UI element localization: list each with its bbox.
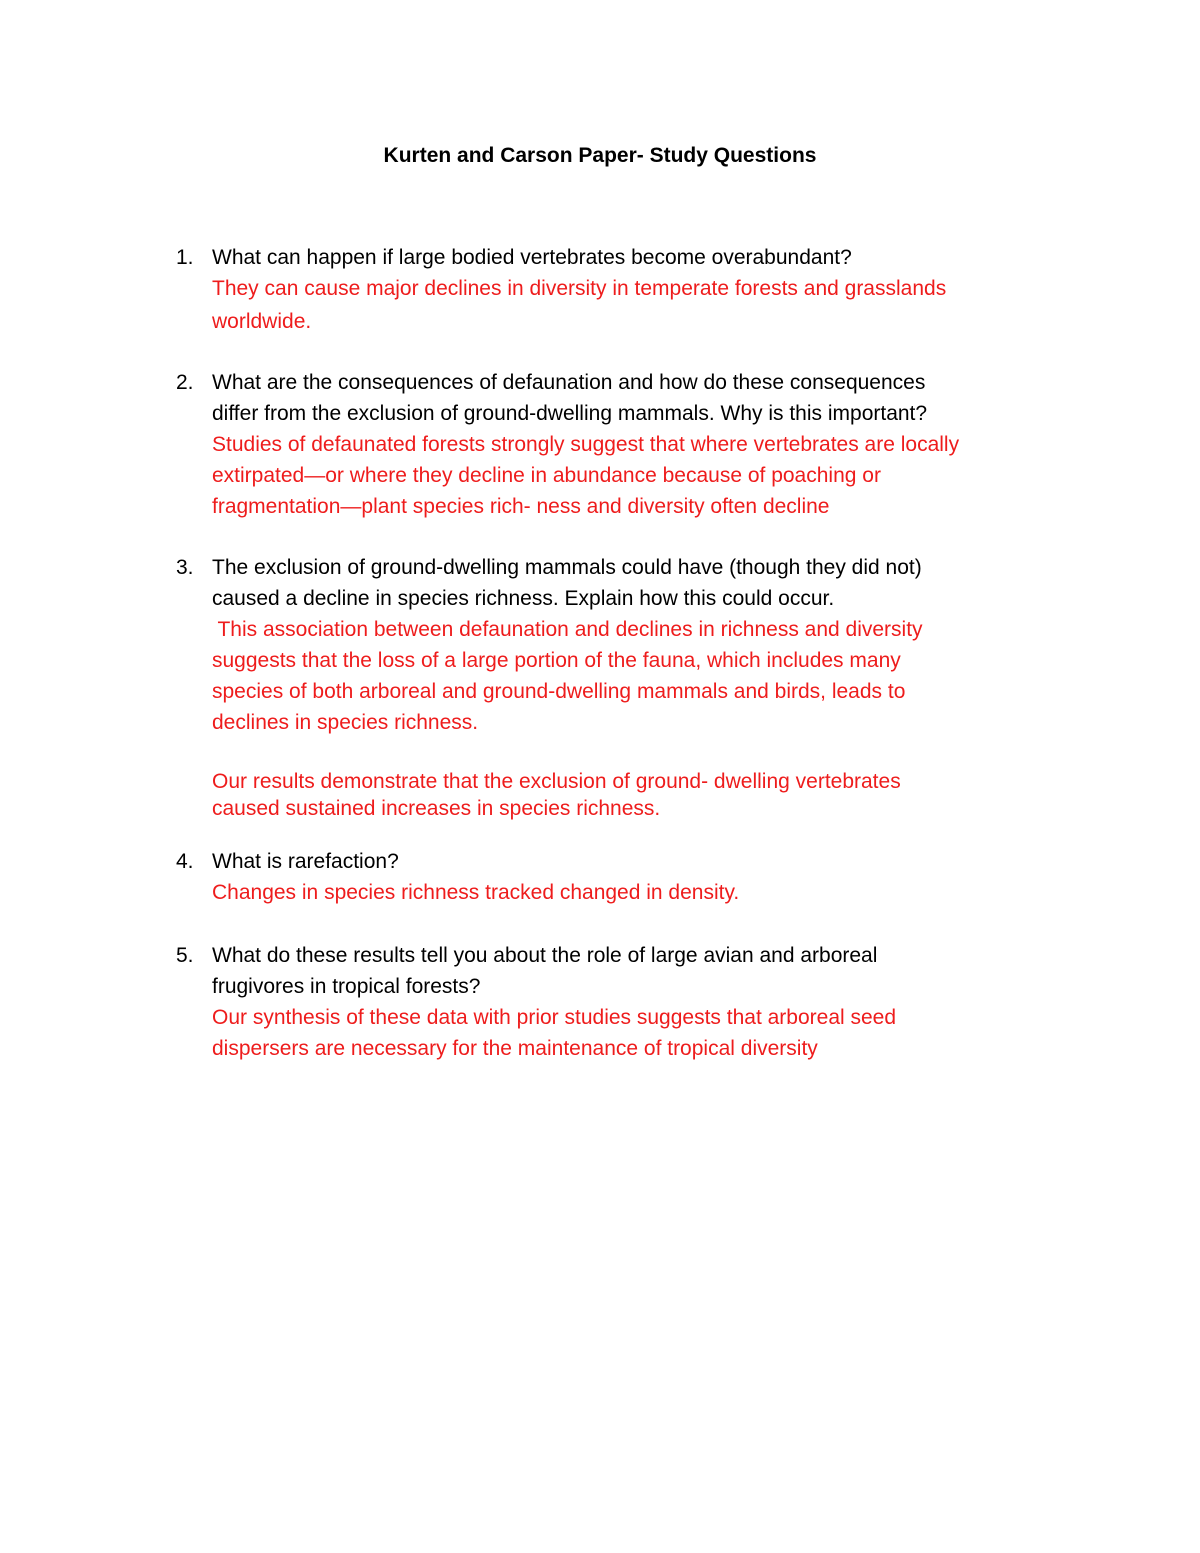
- answer-text: This association between defaunation and declines in richness and diversity: [212, 618, 923, 641]
- question-number: 1.: [176, 246, 194, 269]
- question-body: [212, 940, 1072, 1064]
- answer-text: Our synthesis of these data with prior studies suggests that arboreal seed: [212, 1006, 897, 1029]
- question-text: What are the consequences of defaunation and how do these consequences: [212, 371, 926, 394]
- question-number: 5.: [176, 944, 194, 967]
- answer-text: They can cause major declines in diversity in temperate forests and grasslands: [212, 277, 947, 300]
- question-number: 4.: [176, 850, 194, 873]
- question-number: 2.: [176, 371, 194, 394]
- answer-text: Our results demonstrate that the exclusion of ground- dwelling vertebrates: [212, 770, 901, 793]
- question-body: [212, 552, 1072, 824]
- answer-text: Studies of defaunated forests strongly suggest that where vertebrates are locally: [212, 433, 960, 456]
- answer-text: suggests that the loss of a large portion of the fauna, which includes many: [212, 649, 901, 672]
- answer-text: extirpated—or where they decline in abundance because of poaching or: [212, 464, 881, 487]
- question-text: What do these results tell you about the role of large avian and arboreal: [212, 944, 878, 967]
- question-text: The exclusion of ground-dwelling mammals could have (though they did not): [212, 556, 922, 579]
- question-text: What is rarefaction?: [212, 850, 399, 873]
- question-text: What can happen if large bodied vertebrates become overabundant?: [212, 246, 852, 269]
- answer-text: caused sustained increases in species richness.: [212, 797, 661, 820]
- question-text: caused a decline in species richness. Explain how this could occur.: [212, 587, 835, 610]
- answer-text: declines in species richness.: [212, 711, 479, 734]
- question-body: [212, 846, 1072, 908]
- question-body: [212, 367, 1072, 522]
- question-body: [212, 242, 1072, 337]
- answer-text: Changes in species richness tracked changed in density.: [212, 881, 740, 904]
- answer-text: species of both arboreal and ground-dwelling mammals and birds, leads to: [212, 680, 906, 703]
- question-text: differ from the exclusion of ground-dwelling mammals. Why is this important?: [212, 402, 928, 425]
- document-title: Kurten and Carson Paper- Study Questions: [383, 144, 817, 167]
- question-number: 3.: [176, 556, 194, 579]
- answer-text: worldwide.: [212, 310, 312, 333]
- answer-text: dispersers are necessary for the maintenance of tropical diversity: [212, 1037, 818, 1060]
- question-text: frugivores in tropical forests?: [212, 975, 481, 998]
- answer-text: fragmentation—plant species rich- ness and diversity often decline: [212, 495, 830, 518]
